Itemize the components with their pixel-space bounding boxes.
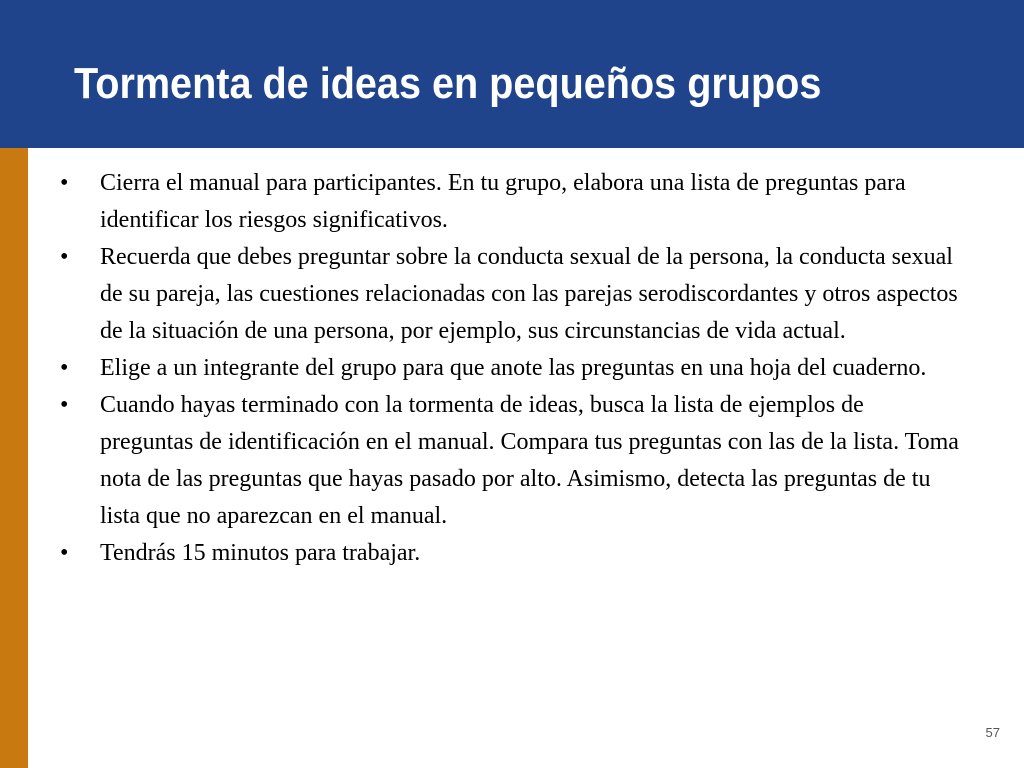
- bullet-item: [60, 239, 960, 350]
- slide-body: [60, 165, 960, 572]
- bullet-marker: •: [60, 244, 69, 270]
- slide-title: Tormenta de ideas en pequeños grupos: [74, 59, 822, 108]
- bullet-text: Elige a un integrante del grupo para que anote las preguntas en una hoja del cuaderno.: [100, 355, 927, 381]
- bullet-marker: •: [60, 170, 69, 196]
- bullet-item: [60, 350, 960, 387]
- bullet-marker: •: [60, 540, 69, 566]
- bullet-text: Tendrás 15 minutos para trabajar.: [100, 540, 421, 566]
- page-number: 57: [985, 725, 1000, 740]
- bullet-text: Cuando hayas terminado con la tormenta de ideas, busca la lista de ejemplos de preguntas de identificación en el manual. Compara tus preguntas con las de la lista. Toma nota de las preguntas que hayas pasado por alto. Asimismo, detecta las preguntas de tu lista que no aparezcan en el manual.: [100, 392, 959, 529]
- bullet-item: [60, 165, 960, 239]
- side-accent-stripe: [0, 148, 28, 768]
- bullet-marker: •: [60, 392, 69, 418]
- title-bar: [0, 0, 1024, 148]
- bullet-item: [60, 535, 960, 572]
- bullet-list: [60, 165, 960, 572]
- bullet-item: [60, 387, 960, 535]
- bullet-marker: •: [60, 355, 69, 381]
- bullet-text: Cierra el manual para participantes. En tu grupo, elabora una lista de preguntas para identificar los riesgos significativos.: [100, 170, 906, 233]
- bullet-text: Recuerda que debes preguntar sobre la conducta sexual de la persona, la conducta sexual de su pareja, las cuestiones relacionadas con las parejas serodiscordantes y otros aspectos de la situación de una persona, por ejemplo, sus circunstancias de vida actual.: [100, 244, 958, 344]
